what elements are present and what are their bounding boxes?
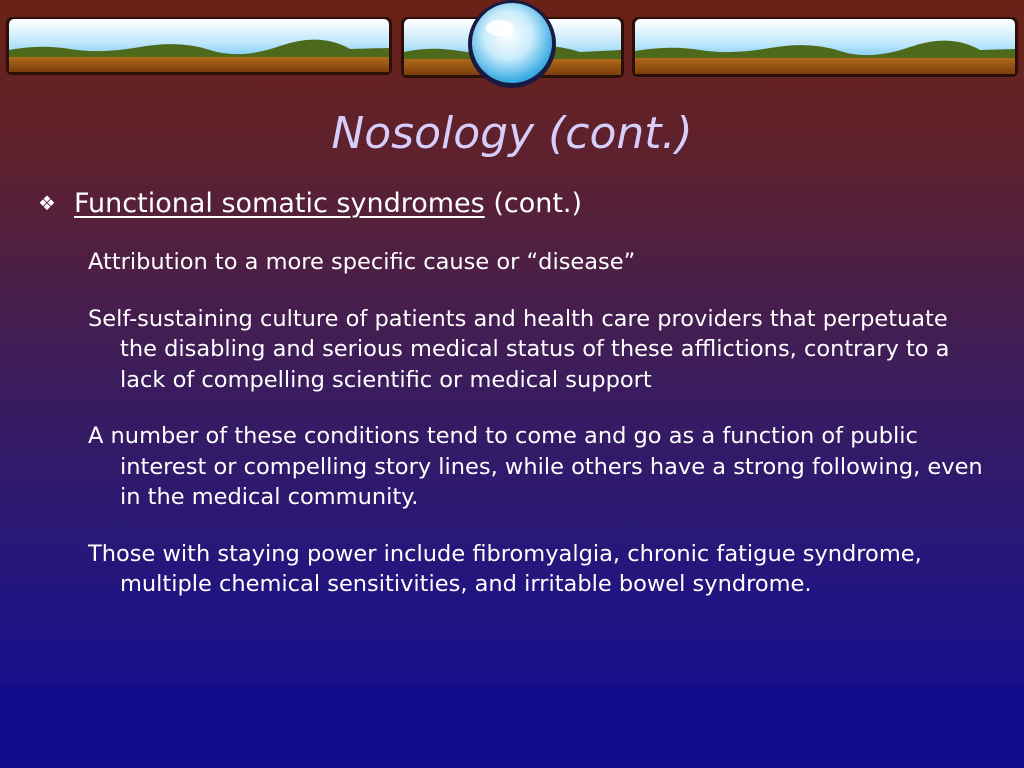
landscape-banner-graphic: [0, 0, 1024, 100]
landscape-banner: [0, 0, 1024, 100]
bullet-level1: [38, 184, 998, 223]
functional-somatic-syndromes-link[interactable]: Functional somatic syndromes: [74, 188, 485, 219]
sub-item-staying-power: Those with staying power include fibromyalgia, chronic fatigue syndrome, multiple chemical sensitivities, and irritable bowel syndrome.: [88, 540, 922, 597]
banner-panel-right: [632, 17, 1018, 77]
sub-item-attribution: Attribution to a more specific cause or “disease”: [88, 249, 636, 275]
globe-emblem: [468, 0, 556, 88]
bullet-suffix: (cont.): [484, 188, 583, 219]
sub-bullet-list: [88, 247, 988, 626]
banner-panel-left: [6, 17, 392, 75]
slide-bottom-band: [0, 685, 1024, 768]
sub-item-self-sustaining-culture: Self-sustaining culture of patients and health care providers that perpetuate the disabling and serious medical status of these afflictions, contrary to a lack of compelling scientific or medical support: [88, 305, 950, 393]
slide-title: Nosology (cont.): [331, 108, 693, 159]
sub-item-come-and-go: A number of these conditions tend to come and go as a function of public interest or compelling story lines, while others have a strong following, even in the medical community.: [88, 423, 983, 510]
diamond-bullet-icon: ❖: [38, 191, 56, 215]
